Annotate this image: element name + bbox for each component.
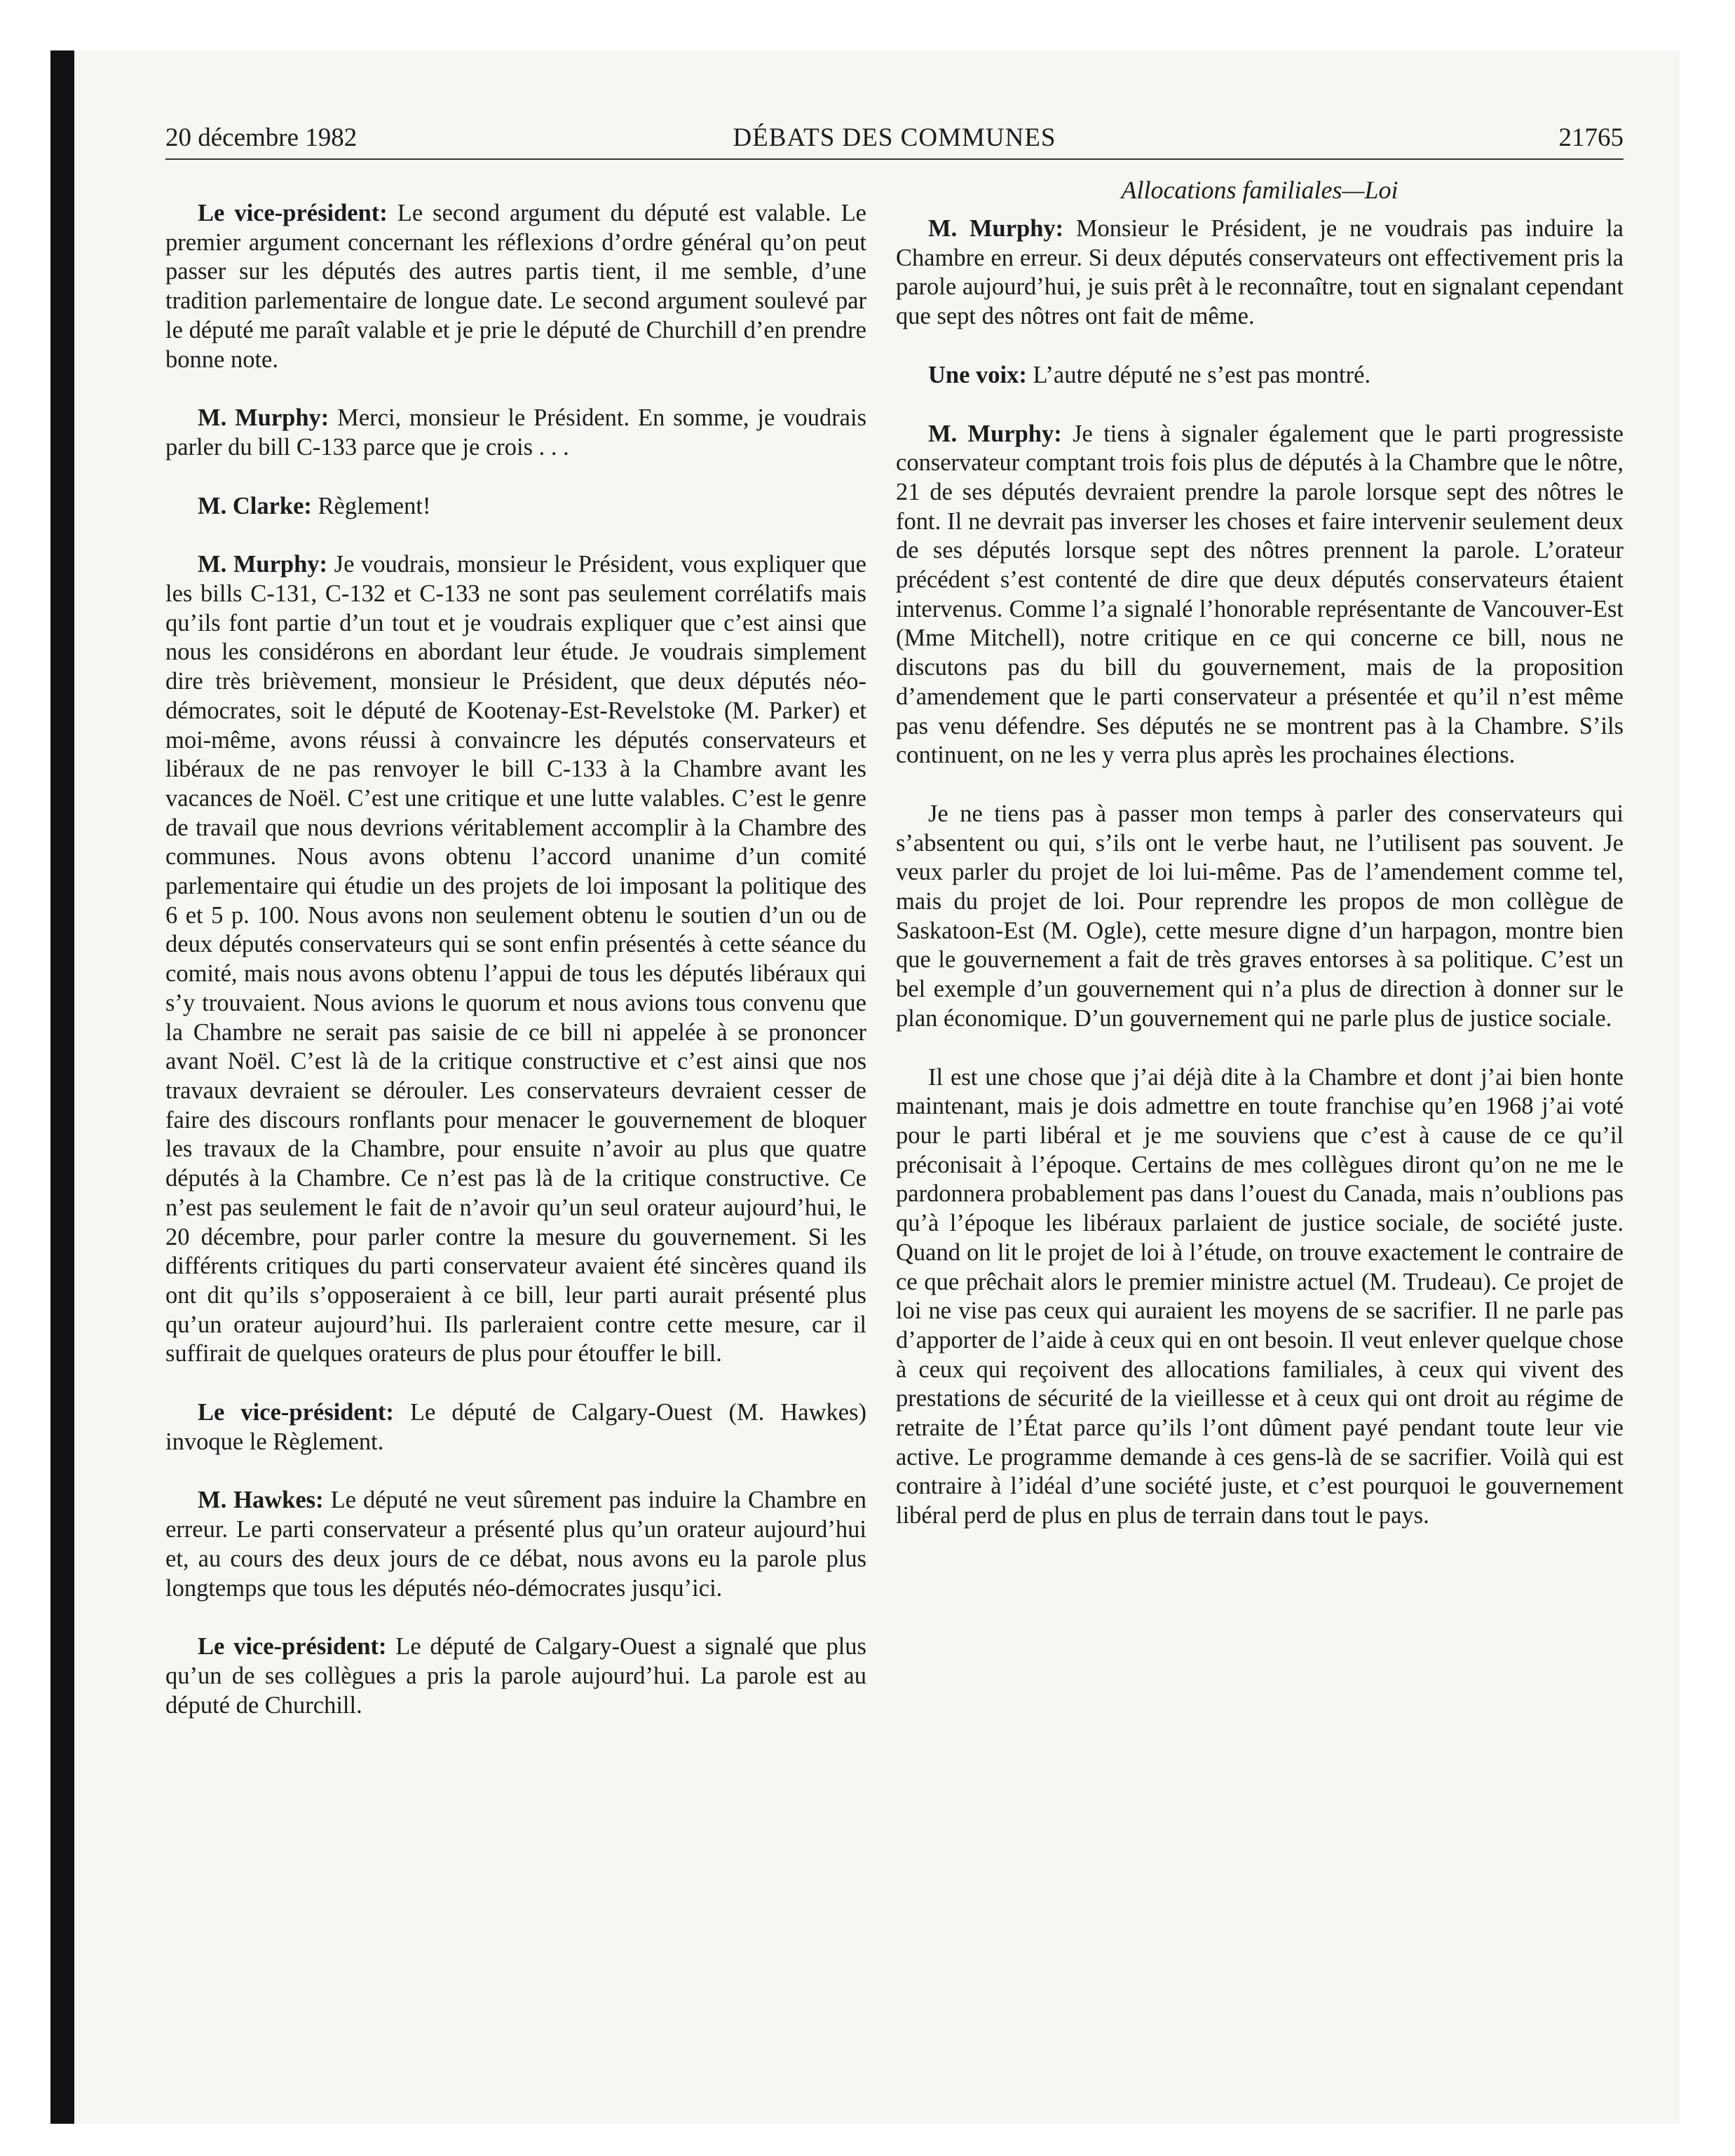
speech-text: Merci, monsieur le Président. En somme, je voudrais parler du bill C-133 parce que je crois . . . (165, 404, 867, 460)
speaker-name: M. Murphy: (198, 404, 329, 432)
speaker-name: Le vice-président: (198, 200, 388, 226)
speech-paragraph (165, 492, 866, 521)
speech-paragraph (165, 1632, 866, 1720)
header-rule (165, 158, 1624, 160)
speech-paragraph (165, 1398, 866, 1456)
section-title: Allocations familiales—Loi (1121, 176, 1399, 204)
header-title: DÉBATS DES COMMUNES (733, 123, 1056, 152)
header-date: 20 décembre 1982 (165, 123, 358, 152)
speech-text: Le second argument du député est valable. Le premier argument concernant les réflexions d’ordre général qu’on peut passer sur les députés des autres partis tient, il me semble, d’une tradition parlementaire de longue date. Le second argument soulevé par le député me paraît valable et je prie le député de Churchill d’en prendre bonne note. (165, 200, 866, 373)
speaker-name: Le vice-président: (198, 1633, 387, 1660)
speech-text: Monsieur le Président, je ne voudrais pas induire la Chambre en erreur. Si deux députés conservateurs ont effectivement pris la parole aujourd’hui, je suis prêt à le reconnaître, tout en signalant cependant que sept des nôtres ont fait de même. (896, 215, 1624, 330)
speech-text: Le député de Calgary-Ouest a signalé que plus qu’un de ses collègues a pris la parole aujourd’hui. La parole est au député de Churchill. (165, 1633, 866, 1719)
speech-paragraph (896, 361, 1624, 390)
speech-text: L’autre député ne s’est pas montré. (1026, 361, 1371, 388)
speech-paragraph (165, 550, 866, 1369)
speech-text: Je tiens à signaler également que le parti progressiste conservateur comptant trois fois plus de députés à la Chambre que le nôtre, 21 de ses députés devraient prendre la parole lorsque sept des nôtres le font. Il ne devrait pas inverser les choses et faire intervenir seulement deux de ses députés lorsque sept des nôtres prennent la parole. L’orateur précédent s’est contenté de dire que deux députés conservateurs étaient intervenus. Comme l’a signalé l’honorable représentante de Vancouver-Est (Mme Mitchell), notre critique en ce qui concerne ce bill, nous ne discutons pas du bill du gouvernement, mais de la proposition d’amendement que le parti conservateur a présentée et qu’il n’est même pas venu défendre. Ses députés ne se montrent pas à la Chambre. S’ils continuent, on ne les y verra plus après les prochaines élections. (896, 420, 1624, 769)
scan-edge-bar (50, 50, 74, 2124)
speech-text: Je voudrais, monsieur le Président, vous expliquer que les bills C-131, C-132 et C-133 ne sont pas seulement corrélatifs mais qu’ils font partie d’un tout et je voudrais expliquer que c’est ainsi que nous les considérons en abordant leur étude. Je voudrais simplement dire très brièvement, monsieur le Président, que deux députés néo-démocrates, soit le député de Kootenay-Est-Revelstoke (M. Parker) et moi-même, avons réussi à convaincre les députés conservateurs et libéraux de ne pas renvoyer le bill C-133 à la Chambre avant les vacances de Noël. C’est une critique et une lutte valables. C’est le genre de travail que nous devrions véritablement accomplir à la Chambre des communes. Nous avons obtenu l’accord unanime d’un comité parlementaire qui étudie un des projets de loi imposant la politique des 6 et 5 p. 100. Nous avons non seulement obtenu le soutien d’un ou de deux députés conservateurs qui se sont enfin présentés à cette séance du comité, mais nous avons obtenu l’appui de tous les députés libéraux qui s’y trouvaient. Nous avions le quorum et nous avions tous convenu que la Chambre ne serait pas saisie de ce bill ni appelée à se prononcer avant Noël. C’est là de la critique constructive et c’est ainsi que nos travaux devraient se dérouler. Les conservateurs devraient cesser de faire des discours ronflants pour menacer le gouvernement de bloquer les travaux de la Chambre, pour ensuite n’avoir au plus que quatre députés à la Chambre. Ce n’est pas là de la critique constructive. Ce n’est pas seulement le fait de n’avoir qu’un seul orateur aujourd’hui, le 20 décembre, pour parler contre la mesure du gouvernement. Si les différents critiques du parti conservateur avaient été sincères quand ils ont dit qu’ils s’opposeraient à ce bill, leur parti aurait présenté plus qu’un orateur aujourd’hui. Ils parleraient contre cette mesure, car il suffirait de quelques orateurs de plus pour étouffer le bill. (165, 551, 866, 1367)
speech-paragraph (896, 420, 1624, 770)
speaker-name: M. Murphy: (928, 215, 1064, 242)
speech-text: Le député de Calgary-Ouest (M. Hawkes) invoque le Règlement. (165, 1399, 866, 1455)
header-page-number: 21765 (1558, 123, 1624, 152)
speaker-name: Une voix: (928, 361, 1027, 388)
speech-paragraph (896, 1063, 1624, 1531)
speech-paragraph (896, 214, 1624, 332)
speech-text: Règlement! (311, 492, 431, 519)
speaker-name: M. Murphy: (198, 551, 328, 578)
speech-text: Il est une chose que j’ai déjà dite à la Chambre et dont j’ai bien honte maintenant, mais je dois admettre en toute franchise qu’en 1968 j’ai voté pour le parti libéral et je me souviens que c’est à cause de ce qu’il préconisait à l’époque. Certains de mes collègues diront qu’on ne me le pardonnera probablement pas dans l’ouest du Canada, mais n’oublions pas qu’à l’époque les libéraux parlaient de justice sociale, de société juste. Quand on lit le projet de loi à l’étude, on trouve exactement le contraire de ce que prêchait alors le premier ministre actuel (M. Trudeau). Ce projet de loi ne vise pas ceux qui auraient les moyens de se sacrifier. Il ne parle pas d’apporter de l’aide à ceux qui en ont besoin. Il veut enlever quelque chose à ceux qui reçoivent des allocations familiales, à ceux qui vivent des prestations de sécurité de la vieillesse et à ceux qui ont droit au régime de retraite de l’État parce qu’ils l’ont dûment payé pendant toute leur vie active. Le programme demande à ces gens-là de se sacrifier. Voilà qui est contraire à l’idéal d’une société juste, et c’est pourquoi le gouvernement libéral perd de plus en plus de terrain dans tout le pays. (896, 1063, 1624, 1529)
right-column (896, 175, 1624, 1560)
left-column (165, 199, 866, 1749)
speech-paragraph (165, 1486, 866, 1603)
speech-paragraph (165, 404, 866, 462)
speaker-name: Le vice-président: (198, 1399, 394, 1426)
speech-text: Le député ne veut sûrement pas induire la Chambre en erreur. Le parti conservateur a présenté plus qu’un orateur aujourd’hui et, au cours des deux jours de ce débat, nous avons eu la parole plus longtemps que tous les députés néo-démocrates jusqu’ici. (165, 1487, 866, 1602)
speaker-name: M. Clarke: (198, 492, 312, 519)
speech-paragraph (165, 199, 866, 374)
speech-paragraph (896, 800, 1624, 1034)
speaker-name: M. Murphy: (928, 420, 1062, 447)
speaker-name: M. Hawkes: (198, 1487, 324, 1514)
speech-text: Je ne tiens pas à passer mon temps à parler des conservateurs qui s’absentent ou qui, s’ils ont le verbe haut, ne l’utilisent pas souvent. Je veux parler du projet de loi lui-même. Pas de l’amendement comme tel, mais du projet de loi. Pour reprendre les propos de mon collègue de Saskatoon-Est (M. Ogle), cette mesure digne d’un harpagon, montre bien que le gouvernement a fait de très graves entorses à sa politique. C’est un bel exemple d’un gouvernement qui n’a plus de direction à donner sur le plan économique. D’un gouvernement qui ne parle plus de justice sociale. (896, 800, 1624, 1032)
